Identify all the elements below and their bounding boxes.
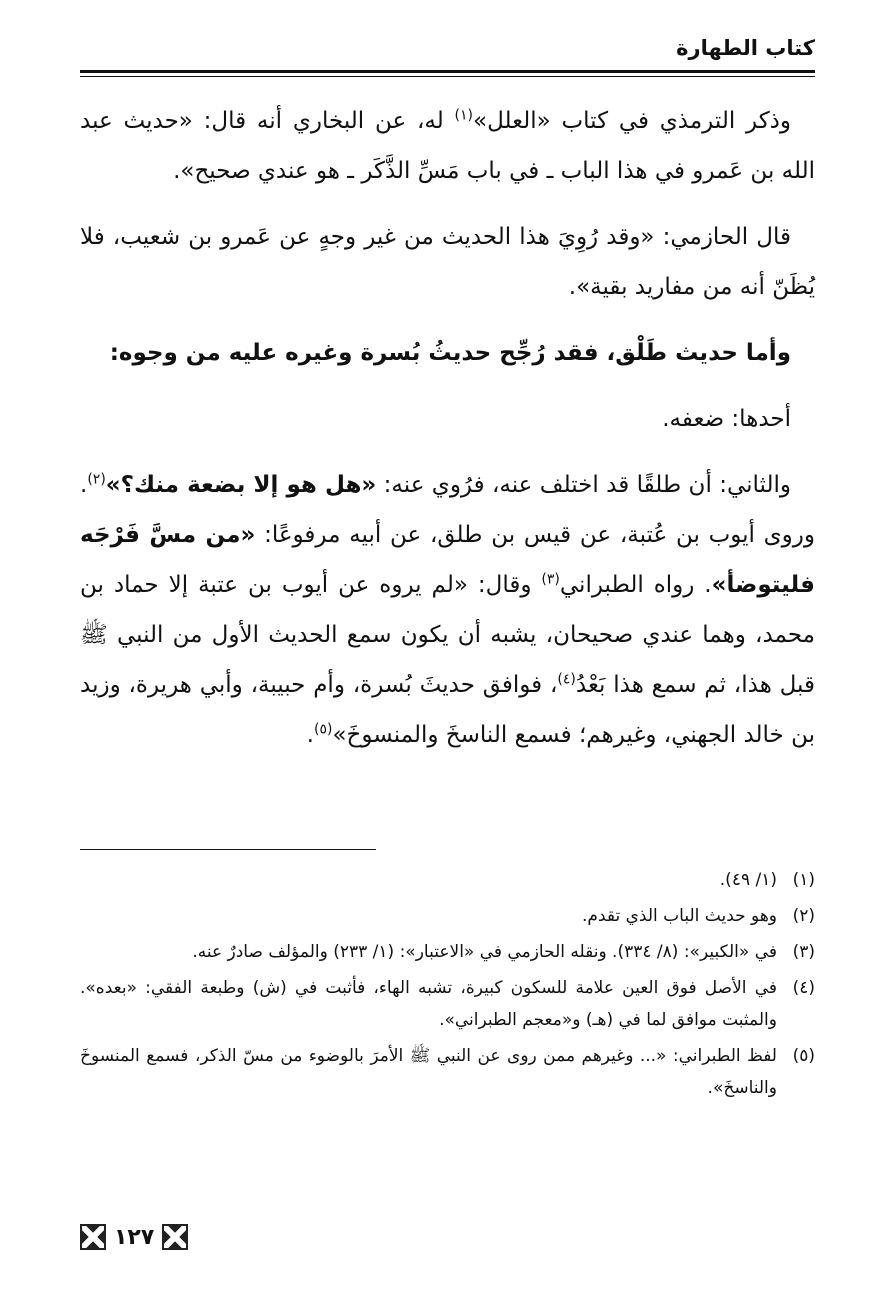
footnote-4 [80, 972, 815, 1036]
paragraph-1-text-b: له، عن البخاري أنه قال: «حديث عبد الله بن عَمرو في هذا الباب ـ في باب مَسِّ الذَّكَر ـ هو عندي صحيح». [80, 108, 815, 184]
footnote-3 [80, 936, 815, 968]
footnote-number: (٤) [792, 978, 815, 998]
paragraph-5-text-g: ، فوافق حديثَ بُسرة، وأم حبيبة، وأبي هريرة، وزيد بن خالد الجهني، وغيرهم؛ فسمع الناسخَ والمنسوخَ» [80, 672, 815, 748]
ornament-icon [80, 1224, 106, 1250]
footnote-ref-5: (٥) [313, 721, 333, 738]
paragraph-5 [80, 460, 815, 760]
footnote-number: (٣) [792, 942, 815, 962]
footnote-text: وهو حديث الباب الذي تقدم. [582, 906, 777, 926]
page-folio [80, 1222, 188, 1252]
header-rule-thin [80, 76, 815, 77]
footnote-ref-4: (٤) [557, 671, 576, 688]
footnote-2 [80, 900, 815, 932]
running-title: كتاب الطهارة [676, 36, 815, 60]
paragraph-1-text-a: وذكر الترمذي في كتاب «العلل» [473, 108, 791, 134]
footnote-1 [80, 864, 815, 896]
footnote-5 [80, 1040, 815, 1104]
footnote-separator [80, 849, 376, 850]
page-number: ١٢٧ [114, 1224, 155, 1250]
paragraph-2: قال الحازمي: «وقد رُوِيَ هذا الحديث من غير وجهٍ عن عَمرو بن شعيب، فلا يُظَنّ أنه من مفاريد بقية». [80, 224, 815, 300]
paragraph-5-text-f: وقال: «لم يروه عن أيوب بن عتبة إلا حماد بن محمد، وهما عندي صحيحان، يشبه أن يكون سمع الحديث الأول من النبي ﷺ قبل هذا، ثم سمع هذا بَعْدُ [80, 572, 815, 698]
header-rule-thick [80, 70, 815, 73]
footnote-number: (١) [792, 870, 815, 890]
footnote-number: (٥) [792, 1046, 815, 1066]
footnotes [80, 864, 815, 1108]
footnote-ref-2: (٢) [87, 471, 106, 488]
paragraph-5-text-a: والثاني: أن طلقًا قد اختلف عنه، فرُوي عنه: [376, 472, 791, 498]
main-text [80, 96, 815, 760]
ornament-icon [162, 1224, 188, 1250]
footnote-text: في «الكبير»: (٨/ ٣٣٤). ونقله الحازمي في «الاعتبار»: (١/ ٢٣٣) والمؤلف صادرٌ عنه. [192, 942, 777, 962]
footnote-ref-3: (٣) [541, 571, 560, 588]
paragraph-5-text-e: . رواه الطبراني [559, 572, 712, 598]
paragraph-1 [80, 96, 815, 196]
book-page [80, 0, 815, 1290]
paragraph-5-text-c: . وروى أيوب بن عُتبة، عن قيس بن طلق، عن أبيه مرفوعًا: [80, 472, 815, 548]
footnote-text: لفظ الطبراني: «... وغيرهم ممن روى عن النبي ﷺ الأمرَ بالوضوء من مسّ الذكر، فسمع المنسوخَ والناسخَ». [80, 1046, 777, 1098]
footnote-number: (٢) [792, 906, 815, 926]
paragraph-5-text-h: . [306, 722, 314, 748]
hadith-quote-2: «من مسَّ فَرْجَه فليتوضأ» [80, 522, 815, 598]
footnote-ref-1: (١) [454, 107, 474, 124]
paragraph-3: وأما حديث طَلْق، فقد رُجِّح حديثُ بُسرة وغيره عليه من وجوه: [109, 340, 791, 366]
paragraph-4: أحدها: ضعفه. [662, 406, 791, 432]
hadith-quote-1: «هل هو إلا بضعة منك؟» [105, 472, 377, 498]
footnote-text: في الأصل فوق العين علامة للسكون كبيرة، تشبه الهاء، فأثبت في (ش) وطبعة الفقي: «بعده». والمثبت موافق لما في (هـ) و«معجم الطبراني». [80, 978, 777, 1030]
footnote-text: (١/ ٤٩). [719, 870, 777, 890]
